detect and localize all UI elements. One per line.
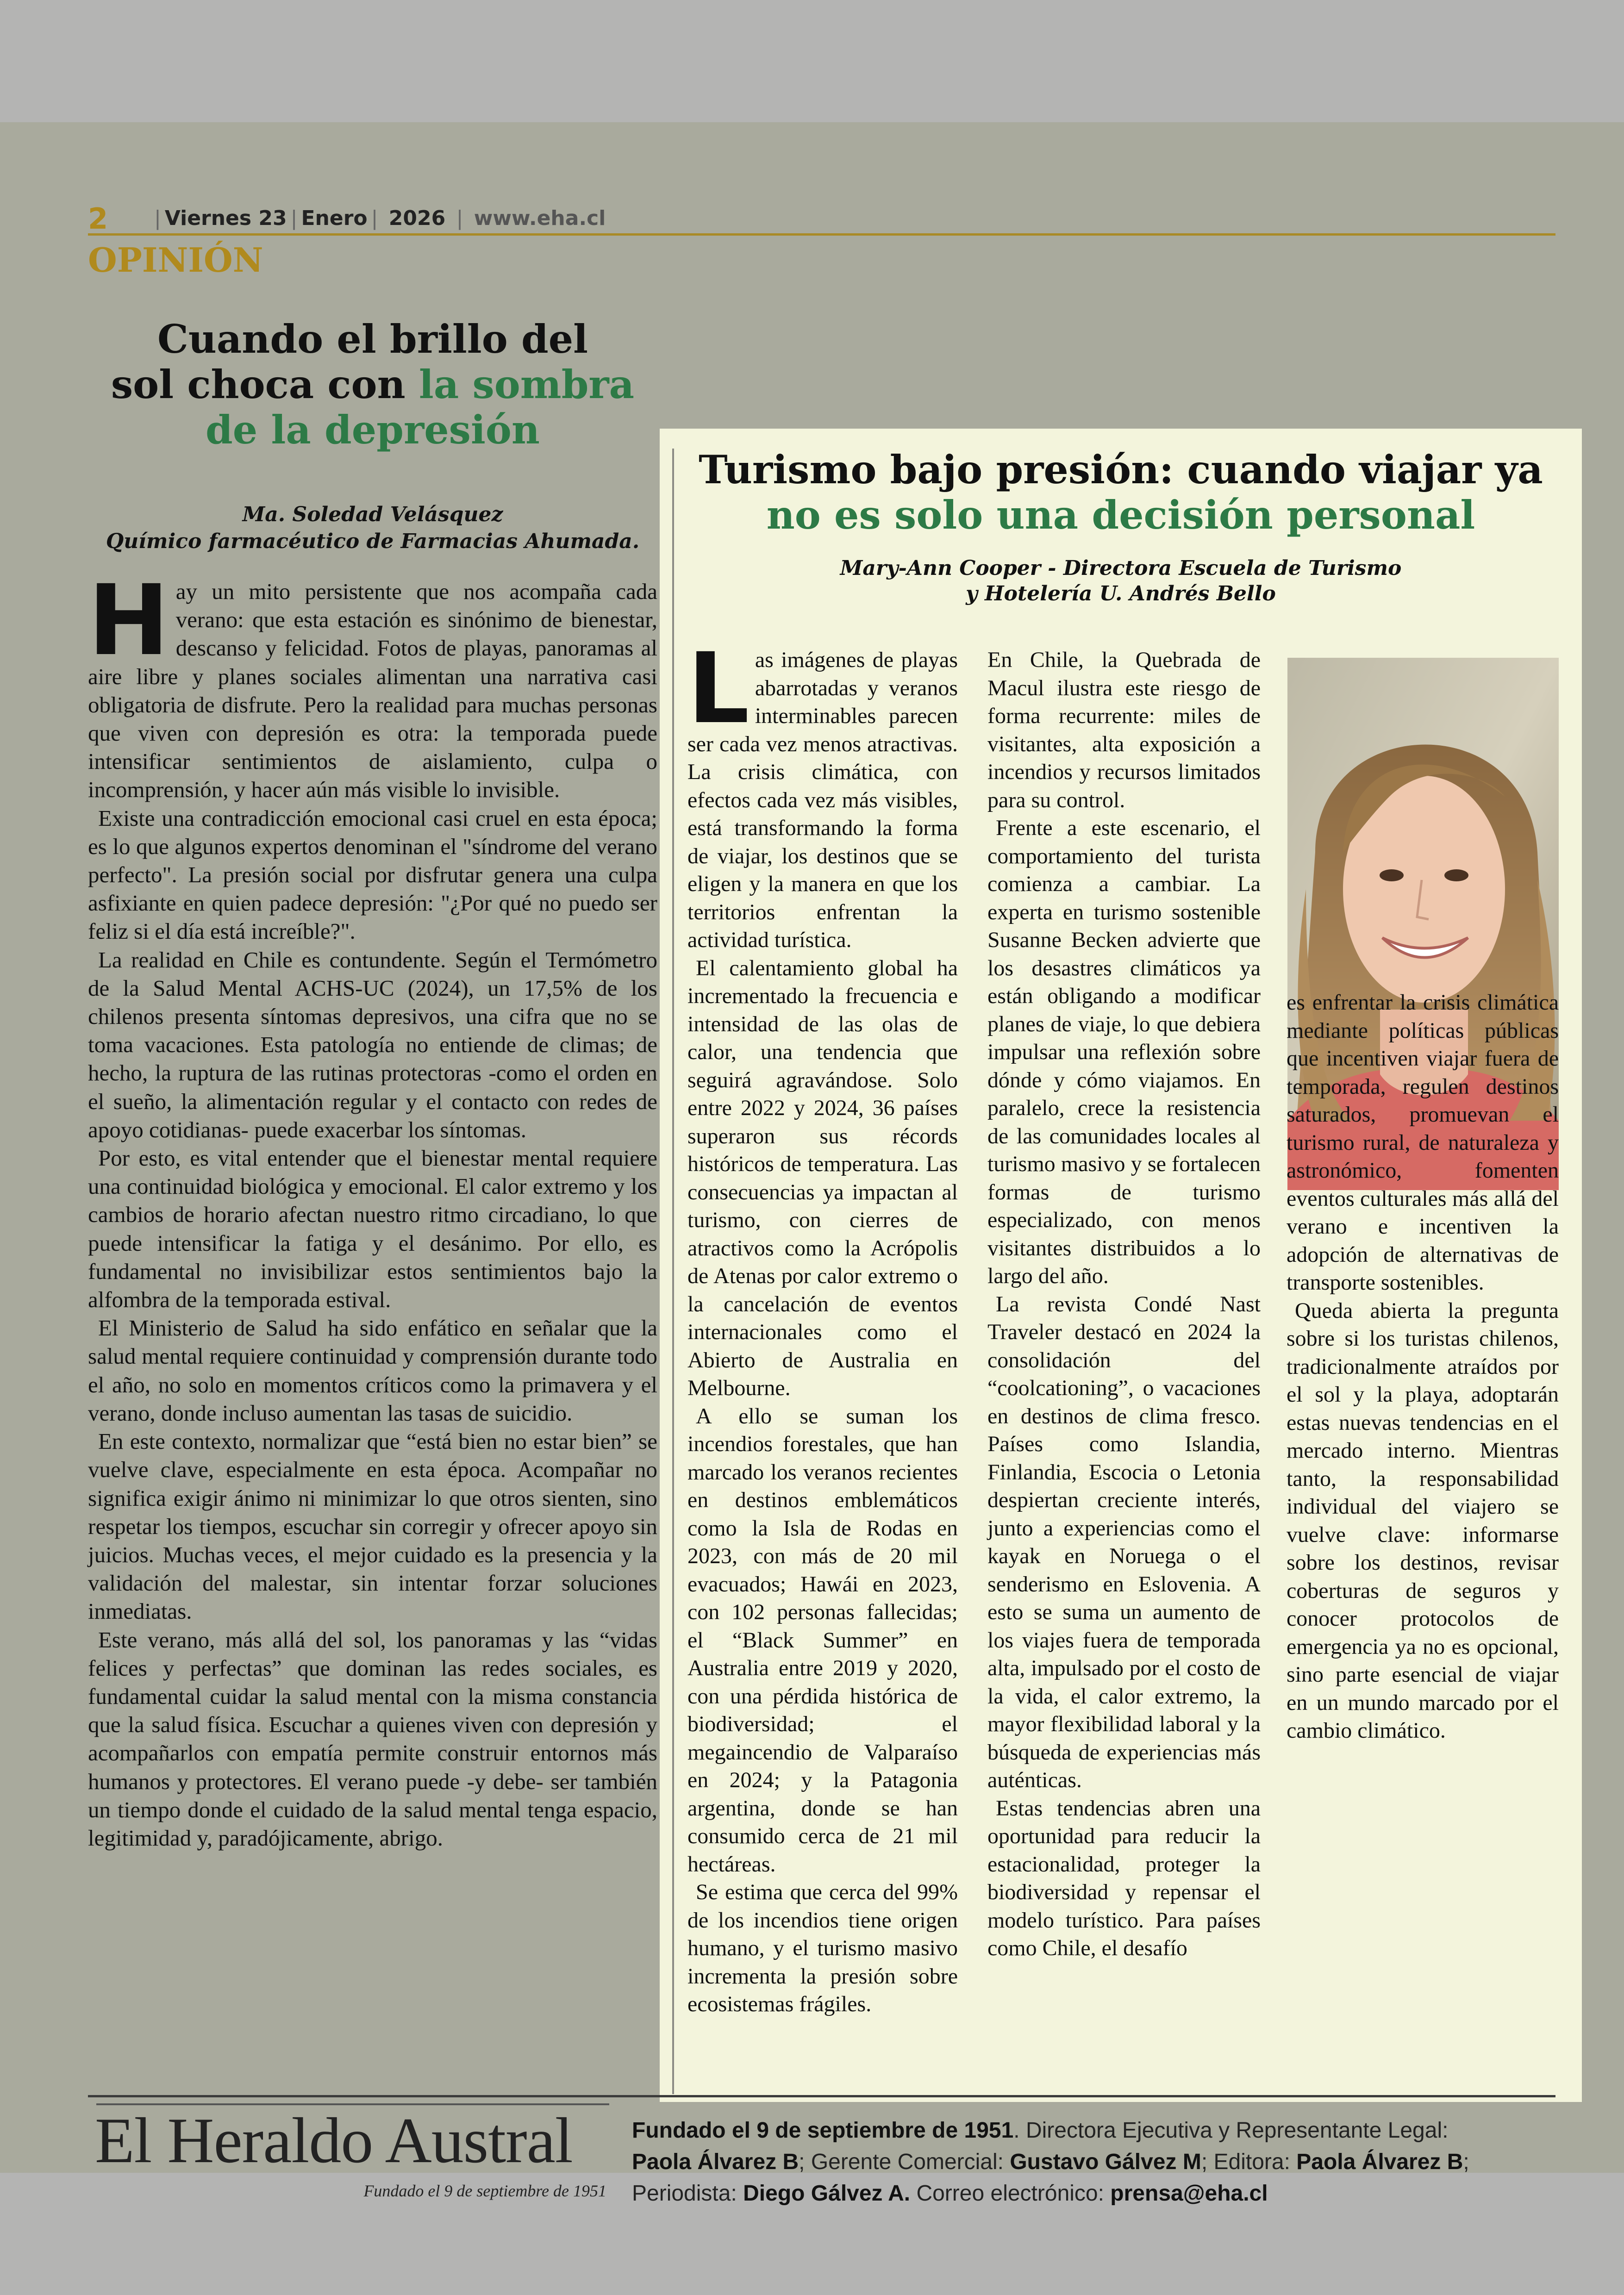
- right-title-green: no es solo una decisión personal: [766, 492, 1475, 538]
- section-title: OPINIÓN: [88, 240, 263, 280]
- founded-date: Fundado el 9 de septiembre de 1951: [632, 2118, 1014, 2143]
- left-title-green2: de la depresión: [206, 407, 540, 453]
- editora-name: Paola Álvarez B: [1296, 2150, 1463, 2174]
- paragraph: A ello se suman los incendios forestales, que han marcado los veranos recientes en destinos emblemáticos como la Isla de Rodas en 2023, con más de 20 mil evacuados; Hawái en 2023, con 102 personas fallecidas; el “Black Summer” en Australia entre 2019 y 2020, con una pérdida histórica de biodiversidad; el megaincendio de Valparaíso en 2024; y la Patagonia argentina, donde se han consumido cerca de 21 mil hectáreas.: [687, 1403, 958, 1877]
- paragraph: La realidad en Chile es contundente. Según el Termómetro de la Salud Mental ACHS-UC (2024), un 17,5% de los chilenos presenta síntomas depresivos, una cifra que no se toma vacaciones. Esta patología no entiende de climas; de hecho, la ruptura de las rutinas protectoras -como el orden en el sueño, la alimentación regular y el contacto con redes de apoyo cotidianas- puede exacerbar los síntomas.: [88, 947, 657, 1142]
- paragraph: Las imágenes de playas abarrotadas y veranos interminables parecen ser cada vez menos atractivas. La crisis climática, con efectos cada vez más visibles, está transformando la forma de viajar, los destinos que se eligen y la manera en que los territorios enfrentan la actividad turística.: [687, 632, 958, 952]
- logo-text: El Heraldo Austral: [95, 2105, 573, 2177]
- periodista-name: Diego Gálvez A.: [743, 2181, 911, 2206]
- right-column-2: [987, 646, 1261, 1963]
- left-article: [88, 317, 657, 1852]
- masthead-credits: Fundado el 9 de septiembre de 1951. Directora Ejecutiva y Representante Legal: Paola Álvarez B; Gerente Comercial: Gustavo Gálvez M; Editora: Paola Álvarez B; Periodista: Diego Gálvez A. Correo electrónico: prensa@eha.cl: [632, 2118, 1469, 2206]
- right-title-line1: Turismo bajo presión: cuando viajar ya: [699, 447, 1543, 493]
- left-title-line1: Cuando el brillo del: [157, 316, 588, 362]
- logo-tagline: Fundado el 9 de septiembre de 1951: [363, 2182, 606, 2200]
- right-column-3: [1287, 989, 1559, 1745]
- paragraph: La revista Condé Nast Traveler destacó en 2024 la consolidación del “coolcationing”, o vacaciones en destinos de clima fresco. Países como Islandia, Finlandia, Escocia o Letonia despiertan creciente interés, junto a experiencias como el kayak en Noruega o el senderismo en Eslovenia. A esto se suma un aumento de los viajes fuera de temporada alta, impulsado por el costo de la vida, el calor extremo, la mayor flexibilidad laboral y la búsqueda de experiencias más auténticas.: [987, 1291, 1261, 1792]
- footer-rule: [88, 2095, 1555, 2097]
- drop-cap: H: [88, 564, 169, 677]
- paragraph: El calentamiento global ha incrementado la frecuencia e intensidad de las olas de calor, una tendencia que seguirá agravándose. Solo entre 2022 y 2024, 36 países superaron sus récords históricos de temperatura. Las consecuencias ya impactan al turismo, con cierres de atractivos como la Acrópolis de Atenas por calor extremo o la cancelación de eventos internacionales como el Abierto de Australia en Melbourne.: [687, 955, 958, 1400]
- newspaper-logo: [93, 2099, 611, 2200]
- right-author-line1: Mary-Ann Cooper - Directora Escuela de Turismo: [840, 556, 1402, 580]
- website-link[interactable]: www.eha.cl: [474, 206, 606, 230]
- paragraph: Estas tendencias abren una oportunidad para reducir la estacionalidad, proteger la biodiversidad y repensar el modelo turístico. Para países como Chile, el desafío: [987, 1796, 1261, 1960]
- left-title-line2: sol choca con: [111, 362, 419, 407]
- right-article-author: [660, 555, 1582, 606]
- right-article-box: [660, 429, 1582, 2102]
- paragraph: Queda abierta la pregunta sobre si los turistas chilenos, tradicionalmente atraídos por el sol y la playa, adoptarán estas nuevas tendencias en el mercado interno. Mientras tanto, la responsabilidad individual del viajero se vuelve clave: informarse sobre los destinos, revisar coberturas de seguros y conocer protocolos de emergencia ya no es opcional, sino parte esencial de viajar en un mundo marcado por el cambio climático.: [1287, 1298, 1559, 1743]
- left-article-author: [88, 501, 657, 555]
- paragraph: Hay un mito persistente que nos acompaña cada verano: que esta estación es sinónimo de bienestar, descanso y felicidad. Fotos de playas, panoramas al aire libre y planes sociales alimentan una narrativa casi obligatoria de disfrute. Pero la realidad para muchas personas que viven con depresión es otra: la temporada puede intensificar sentimientos de aislamiento, culpa o incomprensión, y hacer aún más visible lo invisible.: [88, 564, 657, 803]
- page-number: 2: [88, 202, 108, 236]
- paragraph: Este verano, más allá del sol, los panoramas y las “vidas felices y perfectas” que dominan las redes sociales, es fundamental cuidar la salud mental con la misma constancia que la salud física. Escuchar a quienes viven con depresión y acompañarlos con empatía permite construir entornos más humanos y protectores. El verano puede -y debe- ser también un tiempo donde el cuidado de la salud mental tenga espacio, legitimidad y, paradójicamente, abrigo.: [88, 1627, 657, 1851]
- gerente-name: Gustavo Gálvez M: [1010, 2150, 1201, 2174]
- issue-date: | Viernes 23 | Enero | 2026 | www.eha.cl: [154, 206, 606, 230]
- right-author-line2: y Hotelería U. Andrés Bello: [966, 582, 1276, 605]
- left-author-name: Ma. Soledad Velásquez: [242, 503, 503, 526]
- issue-year: 2026: [388, 206, 446, 230]
- drop-cap: L: [687, 632, 750, 745]
- column-divider: [672, 449, 674, 2094]
- left-title-green1: la sombra: [418, 362, 635, 407]
- paragraph: En Chile, la Quebrada de Macul ilustra este riesgo de forma recurrente: miles de visitantes, alta exposición a incendios y recursos limitados para su control.: [987, 648, 1261, 812]
- newspaper-page: [0, 122, 1624, 2206]
- right-article-title: [660, 447, 1582, 538]
- issue-day: Viernes 23: [164, 206, 287, 230]
- left-article-title: [88, 317, 657, 453]
- page-header: [88, 202, 1555, 236]
- paragraph: Frente a este escenario, el comportamiento del turista comienza a cambiar. La experta en turismo sostenible Susanne Becken advierte que los desastres climáticos ya están obligando a modificar planes de viaje, lo que debiera impulsar una reflexión sobre dónde y cómo viajamos. En paralelo, crece la resistencia de las comunidades locales al turismo masivo y se fortalecen formas de turismo especializado, con menos visitantes distribuidos a lo largo del año.: [987, 816, 1261, 1288]
- issue-month: Enero: [301, 206, 368, 230]
- left-article-body: [88, 564, 657, 1852]
- left-author-role: Químico farmacéutico de Farmacias Ahumada.: [106, 530, 640, 553]
- director-name: Paola Álvarez B: [632, 2150, 799, 2174]
- paragraph: Existe una contradicción emocional casi cruel en esta época; es lo que algunos expertos denominan el "síndrome del verano perfecto". La presión social por disfrutar genera una culpa asfixiante en quien padece depresión: "¿Por qué no puedo ser feliz si el día está increíble?".: [88, 805, 657, 944]
- email-link[interactable]: prensa@eha.cl: [1110, 2181, 1268, 2206]
- paragraph: El Ministerio de Salud ha sido enfático en señalar que la salud mental requiere continuidad y comprensión durante todo el año, no solo en momentos críticos como la primavera y el verano, donde incluso aumentan las tasas de suicidio.: [88, 1315, 657, 1426]
- paragraph: Se estima que cerca del 99% de los incendios tiene origen humano, y el turismo masivo incrementa la presión sobre ecosistemas frágiles.: [687, 1880, 958, 2016]
- right-column-1: [687, 632, 958, 2019]
- paragraph: es enfrentar la crisis climática mediante políticas públicas que incentiven viajar fuera de temporada, regulen destinos saturados, promuevan el turismo rural, de naturaleza y astronómico, fomenten eventos culturales más allá del verano e incentiven la adopción de alternativas de transporte sostenibles.: [1287, 990, 1559, 1295]
- paragraph: Por esto, es vital entender que el bienestar mental requiere una continuidad biológica y emocional. El calor extremo y los cambios de horario afectan nuestro ritmo circadiano, lo que puede intensificar la fatiga y el desánimo. Por ello, es fundamental no invisibilizar estos sentimientos bajo la alfombra de la temporada estival.: [88, 1145, 657, 1313]
- paragraph: En este contexto, normalizar que “está bien no estar bien” se vuelve clave, especialmente en esta época. Acompañar no significa exigir ánimo ni minimizar lo que otros sienten, sino respetar los tiempos, escuchar sin corregir y ofrecer apoyo sin juicios. Muchas veces, el mejor cuidado es la presencia y la validación del malestar, sin intentar forzar soluciones inmediatas.: [88, 1428, 657, 1624]
